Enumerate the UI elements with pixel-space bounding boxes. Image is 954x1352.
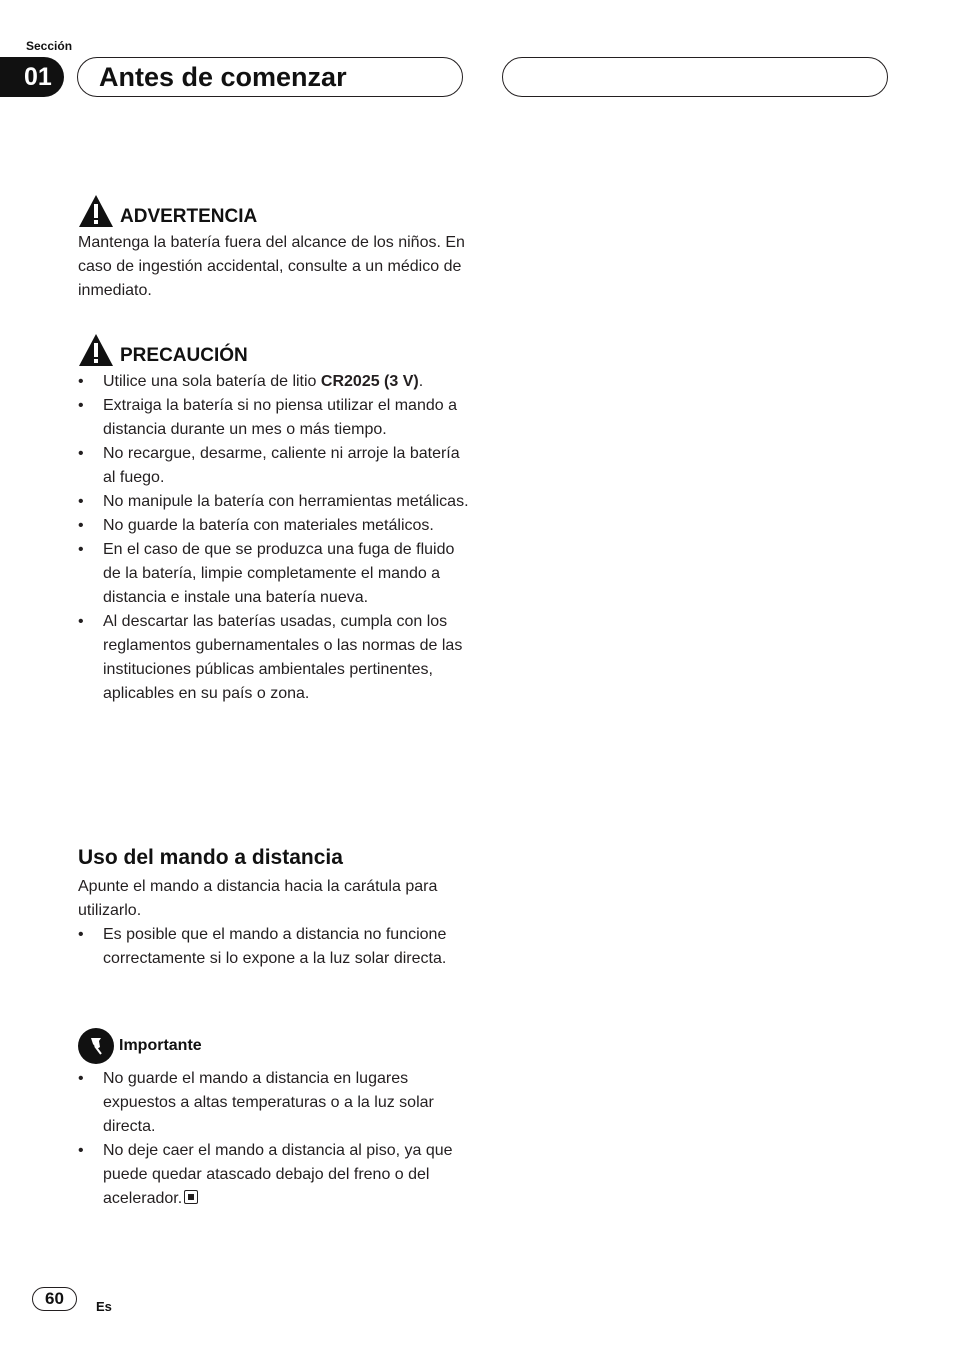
important-heading-row: [78, 1028, 470, 1064]
end-of-section-icon: [184, 1190, 198, 1204]
list-item: • No guarde el mando a distancia en lugares expuestos a altas temperaturas o a la luz solar directa.: [78, 1067, 470, 1139]
list-item: • Al descartar las baterías usadas, cumpla con los reglamentos gubernamentales o las normas de las instituciones públicas ambientales pertinentes, aplicables en su país o zona.: [78, 610, 470, 706]
empty-header-box: [502, 57, 888, 97]
caution-heading-row: [78, 333, 470, 367]
list-item: • No manipule la batería con herramientas metálicas.: [78, 490, 470, 514]
warning-triangle-icon: [78, 333, 114, 367]
chapter-title-box: [77, 57, 463, 97]
remote-intro: Apunte el mando a distancia hacia la carátula para utilizarlo.: [78, 878, 438, 919]
section-heading: Uso del mando a distancia: [78, 846, 343, 869]
list-item: • No guarde la batería con materiales metálicos.: [78, 514, 470, 538]
important-pin-icon: [78, 1028, 114, 1064]
warning-heading-row: [78, 194, 470, 228]
important-block: [78, 1028, 470, 1211]
caution-heading: PRECAUCIÓN: [120, 345, 248, 366]
section-label: Sección: [26, 39, 73, 53]
page-number: 60: [32, 1287, 77, 1311]
section-number-badge: 01: [0, 57, 64, 97]
list-item: • No deje caer el mando a distancia al piso, ya que puede quedar atascado debajo del freno o del acelerador.: [78, 1139, 470, 1211]
list-item: • Es posible que el mando a distancia no funcione correctamente si lo expone a la luz solar directa.: [78, 923, 470, 971]
list-item: • Extraiga la batería si no piensa utilizar el mando a distancia durante un mes o más tiempo.: [78, 394, 470, 442]
important-list: [78, 1067, 470, 1211]
important-heading: Importante: [119, 1037, 202, 1054]
warning-text: Mantenga la batería fuera del alcance de los niños. En caso de ingestión accidental, consulte a un médico de inmediato.: [78, 234, 465, 299]
remote-list: [78, 923, 470, 971]
warning-block: [78, 194, 470, 303]
remote-section: [78, 846, 470, 971]
caution-list: [78, 370, 470, 706]
battery-model: CR2025 (3 V): [320, 373, 419, 390]
list-item: • Utilice una sola batería de litio CR2025 (3 V).: [78, 370, 470, 394]
language-code: Es: [96, 1299, 112, 1314]
list-item: • En el caso de que se produzca una fuga de fluido de la batería, limpie completamente el mando a distancia e instale una batería nueva.: [78, 538, 470, 610]
list-item: • No recargue, desarme, caliente ni arroje la batería al fuego.: [78, 442, 470, 490]
warning-heading: ADVERTENCIA: [120, 206, 258, 227]
warning-triangle-icon: [78, 194, 114, 228]
chapter-title: Antes de comenzar: [99, 61, 347, 92]
caution-block: [78, 333, 470, 706]
